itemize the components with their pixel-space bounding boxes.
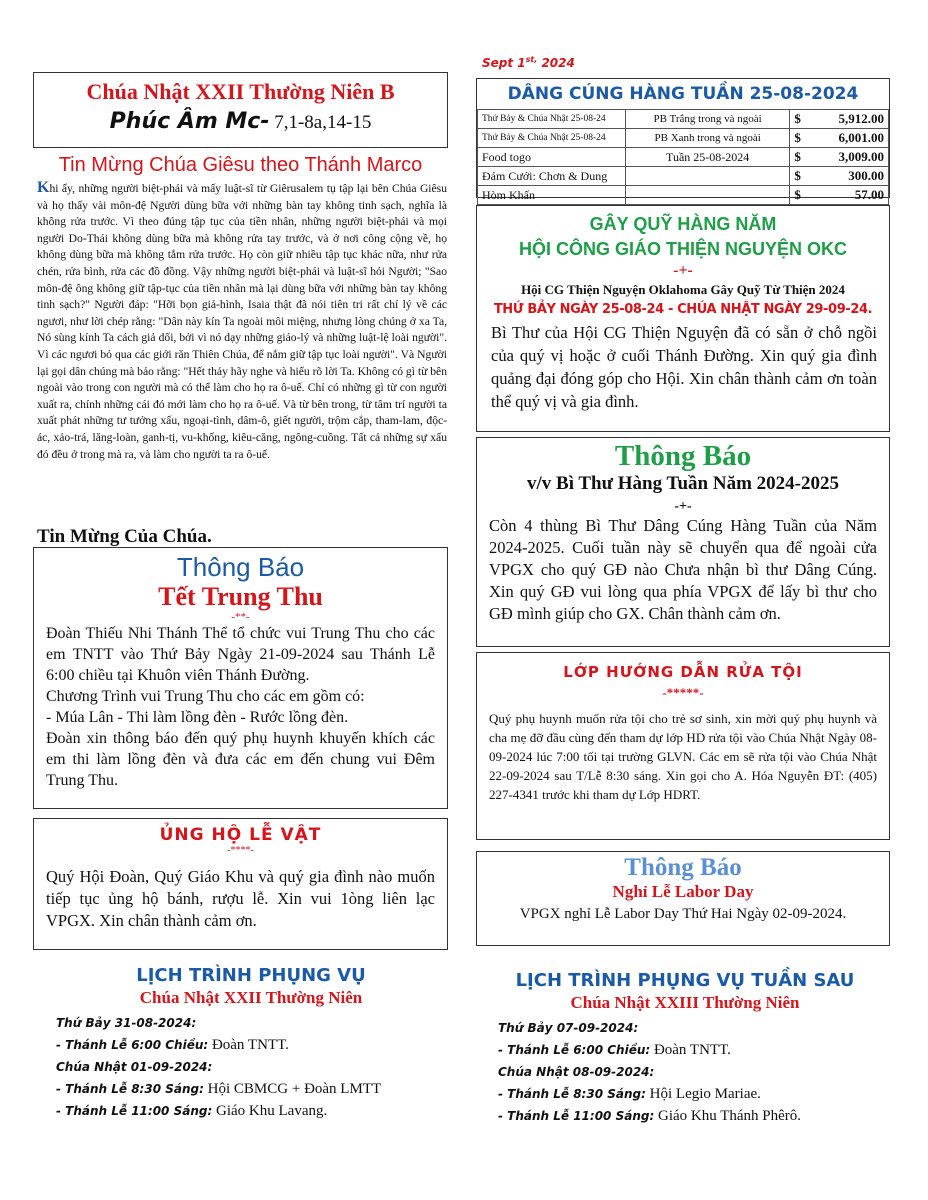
gospel-heading: Tin Mừng Chúa Giêsu theo Thánh Marco bbox=[58, 154, 423, 176]
donation-detail: PB Trắng trong và ngoài bbox=[625, 110, 789, 129]
notice-body: Đoàn Thiếu Nhi Thánh Thể tổ chức vui Trung Thu cho các em TNTT vào Thứ Bảy Ngày 21-09-2024 sau Thánh Lễ 6:00 chiều tại Khuôn viên Thánh Đường. bbox=[46, 625, 435, 684]
offerings-body: Quý Hội Đoàn, Quý Giáo Khu và quý gia đình nào muốn tiếp tục ủng hộ bánh, rượu lễ. Xin vui 1òng liên lạc VPGX. Xin chân thành cảm ơn. bbox=[46, 867, 435, 930]
schedule-subtitle: Chúa Nhật XXII Thường Niên bbox=[139, 988, 363, 1007]
fund-title1: GÂY QUỸ HÀNG NĂM bbox=[589, 214, 777, 234]
donation-amount: 5,912.00 bbox=[815, 110, 889, 129]
donation-table bbox=[477, 109, 889, 205]
donation-detail: PB Xanh trong và ngoài bbox=[625, 129, 789, 148]
donation-currency: $ bbox=[790, 167, 815, 186]
next-sat-date: Thứ Bảy 07-09-2024: bbox=[498, 1021, 639, 1035]
bulletin-date bbox=[482, 55, 575, 70]
labor-title: Thông Báo bbox=[624, 854, 742, 881]
next-sun-mass1-label: - Thánh Lễ 8:30 Sáng: bbox=[498, 1087, 646, 1101]
sun-mass2-label: - Thánh Lễ 11:00 Sáng: bbox=[56, 1104, 213, 1118]
notice-program: Chương Trình vui Trung Thu cho các em gồm có: bbox=[46, 688, 365, 705]
offerings-title: ỦNG HỘ LỄ VẬT bbox=[159, 825, 322, 845]
envelope-title: Thông Báo bbox=[614, 440, 752, 472]
envelope-divider: -+- bbox=[674, 499, 692, 514]
labor-body: VPGX nghỉ Lễ Labor Day Thứ Hai Ngày 02-09-2024. bbox=[519, 906, 847, 922]
sunday-title: Chúa Nhật XXII Thường Niên B bbox=[86, 79, 395, 104]
schedule-next-week bbox=[470, 970, 900, 1127]
donation-amount: 6,001.00 bbox=[815, 129, 889, 148]
sun-date: Chúa Nhật 01-09-2024: bbox=[56, 1060, 213, 1074]
notice-body-wrap bbox=[34, 623, 447, 791]
sat-date: Thứ Bảy 31-08-2024: bbox=[56, 1016, 197, 1030]
mid-autumn-notice bbox=[33, 547, 448, 809]
gospel-closing: Tin Mừng Của Chúa. bbox=[37, 526, 212, 547]
date-year: 2024 bbox=[537, 56, 575, 70]
labor-subtitle: Nghỉ Lễ Labor Day bbox=[612, 882, 754, 901]
schedule-this-week bbox=[36, 965, 466, 1122]
next-schedule-list bbox=[470, 1017, 900, 1127]
fund-divider: -+- bbox=[673, 262, 693, 279]
donation-currency: $ bbox=[790, 110, 815, 129]
next-sat-mass-group: Đoàn TNTT. bbox=[653, 1042, 731, 1058]
donation-detail bbox=[625, 167, 789, 186]
next-sun-mass2-group: Giáo Khu Thánh Phêrô. bbox=[658, 1108, 802, 1124]
sat-mass-label: - Thánh Lễ 6:00 Chiều: bbox=[56, 1038, 209, 1052]
donation-row bbox=[478, 148, 889, 167]
baptism-class-box bbox=[476, 652, 890, 840]
annual-fundraiser-box bbox=[476, 205, 890, 432]
donation-amount: 57.00 bbox=[815, 186, 889, 205]
baptism-divider: -*****- bbox=[662, 685, 704, 700]
donation-source: Thứ Bảy & Chúa Nhật 25-08-24 bbox=[478, 129, 626, 148]
sun-mass1-group: Hội CBMCG + Đoàn LMTT bbox=[207, 1081, 382, 1097]
schedule-list bbox=[36, 1012, 466, 1122]
envelope-notice bbox=[476, 437, 890, 647]
donation-source: Hòm Khấn bbox=[478, 186, 626, 205]
next-sun-mass1-group: Hội Legio Mariae. bbox=[649, 1086, 761, 1102]
notice-items: - Múa Lân - Thi làm lồng đèn - Rước lồng đèn. bbox=[46, 709, 349, 726]
notice-subtitle: Tết Trung Thu bbox=[158, 582, 323, 611]
reading-reference bbox=[34, 109, 447, 134]
donation-detail: Tuần 25-08-2024 bbox=[625, 148, 789, 167]
offerings-divider: -****- bbox=[227, 845, 254, 856]
donation-detail bbox=[625, 186, 789, 205]
donation-row bbox=[478, 186, 889, 205]
gospel-header-box bbox=[33, 72, 448, 148]
donation-amount: 3,009.00 bbox=[815, 148, 889, 167]
donation-title: DÂNG CÚNG HÀNG TUẦN 25-08-2024 bbox=[507, 84, 859, 104]
sat-mass-group: Đoàn TNTT. bbox=[211, 1037, 289, 1053]
donation-row bbox=[478, 129, 889, 148]
notice-title: Thông Báo bbox=[176, 552, 305, 582]
donation-source: Đám Cưới: Chơn & Dung bbox=[478, 167, 626, 186]
notice-divider: -**- bbox=[231, 611, 250, 623]
baptism-body: Quý phụ huynh muốn rửa tội cho trẻ sơ sinh, xin mời quý phụ huynh và cha mẹ đỡ đầu cùng đến tham dự lớp HD rửa tội vào Chúa Nhật Ngày 08-09-2024 lúc 7:00 tối tại trường GLVN. Các em sẽ rửa tội vào Chúa Nhật 22-09-2024 sau T/Lễ 8:30 sáng. Xin gọi cho A. Hóa Nguyễn ĐT: (405) 227-4341 trước khi tham dự Lớp HDRT. bbox=[489, 711, 877, 802]
weekly-donation-box bbox=[476, 78, 890, 202]
fund-body: Bì Thư của Hội CG Thiện Nguyện đã có sẵn ở chỗ ngồi của quý vị hoặc ở cuối Thánh Đường. Xin quý gia đình quảng đại đóng góp cho Hội. Xin chân thành cảm ơn toàn thể quý vị và gia đình. bbox=[491, 323, 877, 411]
donation-currency: $ bbox=[790, 186, 815, 205]
donation-currency: $ bbox=[790, 129, 815, 148]
date-text: Sept 1 bbox=[482, 56, 526, 70]
offerings-notice bbox=[33, 818, 448, 950]
fund-dates: THỨ BẢY NGÀY 25-08-24 - CHÚA NHẬT NGÀY 29-09-24. bbox=[493, 302, 873, 317]
next-schedule-title: LỊCH TRÌNH PHỤNG VỤ TUẦN SAU bbox=[515, 970, 855, 991]
next-sun-date: Chúa Nhật 08-09-2024: bbox=[498, 1065, 655, 1079]
envelope-body: Còn 4 thùng Bì Thư Dâng Cúng Hàng Tuần của Năm 2024-2025. Cuối tuần này sẽ chuyển qua để ngoài cửa VPGX cho quý GĐ nào Chưa nhận bì thư Dâng Cúng. Xin quý GĐ vui lòng qua phía VPGX để lấy bì thư cho GĐ mình giúp cho GX. Chân thành cảm ơn. bbox=[489, 516, 877, 623]
labor-day-notice bbox=[476, 851, 890, 946]
donation-currency: $ bbox=[790, 148, 815, 167]
donation-source: Food togo bbox=[478, 148, 626, 167]
sun-mass2-group: Giáo Khu Lavang. bbox=[216, 1103, 328, 1119]
notice-closing: Đoàn xin thông báo đến quý phụ huynh khuyến khích các em thi làm lồng đèn và đưa các em đến chung vui Đêm Trung Thu. bbox=[46, 730, 435, 789]
next-sun-mass2-label: - Thánh Lễ 11:00 Sáng: bbox=[498, 1109, 655, 1123]
next-sat-mass-label: - Thánh Lễ 6:00 Chiều: bbox=[498, 1043, 651, 1057]
reading-ref: 7,1-8a,14-15 bbox=[269, 112, 372, 133]
fund-heading: Hội CG Thiện Nguyện Oklahoma Gây Quỹ Từ Thiện 2024 bbox=[521, 282, 845, 297]
gospel-body bbox=[37, 180, 447, 463]
sun-mass1-label: - Thánh Lễ 8:30 Sáng: bbox=[56, 1082, 204, 1096]
drop-letter: K bbox=[37, 179, 50, 196]
donation-amount: 300.00 bbox=[815, 167, 889, 186]
schedule-title: LỊCH TRÌNH PHỤNG VỤ bbox=[136, 965, 366, 986]
envelope-subtitle: v/v Bì Thư Hàng Tuần Năm 2024-2025 bbox=[527, 473, 839, 494]
next-schedule-subtitle: Chúa Nhật XXIII Thường Niên bbox=[570, 993, 800, 1012]
gospel-text: hi ấy, những người biệt-phái và mấy luật-sĩ từ Giêrusalem tụ tập lại bên Chúa Giêsu và họ thấy vài môn-đệ Người dùng bữa với những bàn tay không tinh sạch, nghĩa là không rửa trước. Vì theo đúng tập tục của tiền nhân, những người biệt-phái và mọi người Do-Thái không dùng bữa mà không rửa tay trước, và ở nơi công cộng về, họ không dùng bữa mà không tắm rửa trước. Họ còn giữ nhiều tập tục khác nữa, như rửa chén, rửa bình, rửa các đồ đồng. Vậy những người biệt-phái và luật-sĩ hỏi Người; "Sao môn-đệ ông không giữ tập-tục của tiền nhân mà lại dùng bữa với những bàn tay không tinh sạch?" Người đáp: "Hỡi bọn giả-hình, Isaia thật đã nói tiên tri rất chí lý về các ngươi, như lời chép rằng: "Dân này kín Ta ngoài môi miệng, nhưng lòng chúng ở xa Ta, Nó sùng kính Ta cách giả dối, bởi vì nó dạy những giáo-lý và những luật-lệ loài người". Vì các ngươi bỏ qua các giới răn Thiên Chúa, để nắm giữ tập tục loài người". Và Người lại gọi dân chúng mà bảo rằng: "Hết thảy hãy nghe và hiểu rõ lời Ta. Không có gì từ bên ngoài vào trong con người mà có thể làm cho họ ra ô-uế. Chỉ có những gì từ con người xuất ra, chính những cái đó mới làm cho họ ra ô-uế. Và từ bên trong, từ tâm trí người ta xuất phát những tư tưởng xấu, ngoại-tình, dâm-ô, giết người, trộm cắp, tham-lam, độc-ác, xảo-trá, lăng-loàn, ganh-tị, vu-khống, kiêu-căng, ngông-cuồng. Tất cả những sự xấu đó đều ở trong mà ra, và làm cho người ta ra ô-uế. bbox=[37, 182, 447, 461]
donation-row bbox=[478, 110, 889, 129]
baptism-title: LỚP HƯỚNG DẪN RỬA TỘI bbox=[563, 663, 803, 681]
fund-title2: HỘI CÔNG GIÁO THIỆN NGUYỆN OKC bbox=[518, 239, 848, 259]
reading-label: Phúc Âm Mc- bbox=[109, 109, 270, 134]
date-sup: st, bbox=[525, 55, 538, 64]
donation-source: Thứ Bảy & Chúa Nhật 25-08-24 bbox=[478, 110, 626, 129]
donation-row bbox=[478, 167, 889, 186]
